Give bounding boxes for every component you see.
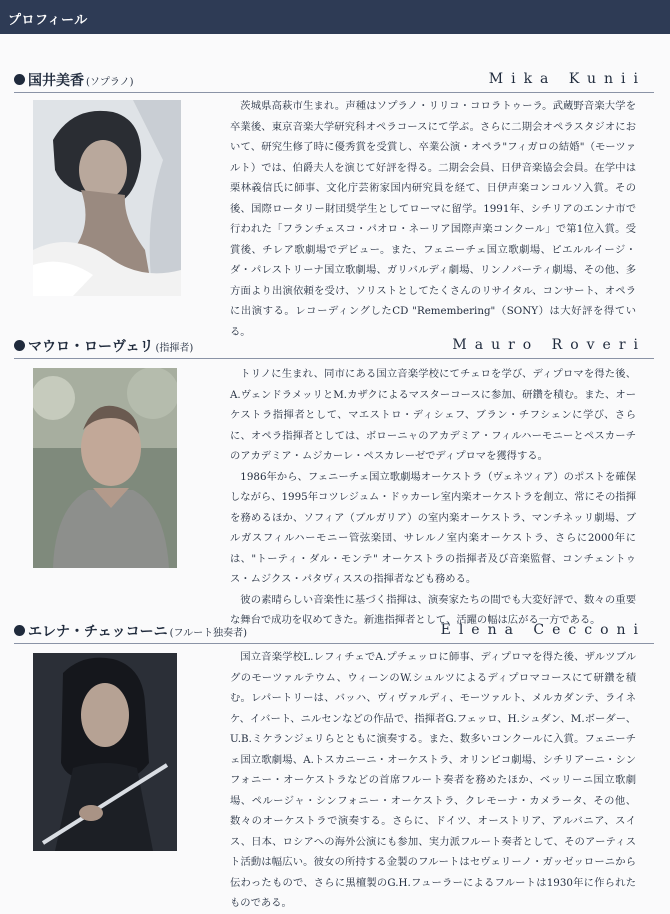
name-japanese: 国井美香 (ソプラノ) [28,73,134,89]
name-japanese: エレナ・チェッコーニ (フルート独奏者) [28,624,247,640]
biography [230,647,636,914]
bio-paragraph: 彼の素晴らしい音楽性に基づく指揮は、演奏家たちの間でも大変好評で、数々の重要な舞台で成功を収めてきた。新進指揮者として、活躍の幅は広がる一方である。 [230,593,636,626]
bio-paragraph: トリノに生まれ、同市にある国立音楽学校にてチェロを学び、ディプロマを得た後、A.ヴェンドラメッリとM.カザクによるマスターコースに参加、研鑽を積む。また、オーケストラ指揮者として、マエストロ・ディシェフ、ブラン・チフシェンに学び、さらに、オペラ指揮者としては、ボローニャのアカデミア・フィルハーモニーとペスカーチのアカデミア・ムジカーレ・ペスカレーゼでディプロマを獲得する。 [230,368,636,462]
profile-elena-cecconi [0,621,670,909]
divider [14,643,654,644]
bullet-icon [14,340,25,351]
name-japanese: マウロ・ローヴェリ (指揮者) [28,339,194,355]
profile-name-row [14,621,654,643]
bio-paragraph: 茨城県高萩市生まれ。声種はソプラノ・リリコ・コロラトゥーラ。武蔵野音楽大学を卒業後、東京音楽大学研究科オペラコースにて学ぶ。さらに二期会オペラスタジオにおいて、研究生修了時に優秀賞を受賞し、卒業公演・オペラ"フィガロの結婚"（モーツァルト）では、伯爵夫人を演じて好評を得る。二期会会員、日伊音楽協会会員。在学中は栗林義信氏に師事、文化庁芸術家国内研究員を経て、日伊声楽コンコルソ入賞。その後、国際ロータリー財団奨学生としてローマに留学。1991年、シチリアのエンナ市で行われた「フランチェスコ・パオロ・ネーリア国際声楽コンクール」で第1位入賞。受賞後、チレア歌劇場でデビュー。また、フェニーチェ国立歌劇場、ピエルルイージ・ダ・パレストリーナ国立歌劇場、ガリバルディ劇場、リンノバーティ劇場、その他、多方面より出演依頼を受け、ソリストとしてたくさんのリサイタル、コンサート、オペラに出演する。レコーディングしたCD "Remembering"（SONY）は大好評を得ている。 [230,100,636,338]
profile-mika-kunii [0,70,670,338]
divider [14,92,654,93]
bio-paragraph: 1986年から、フェニーチェ国立歌劇場オーケストラ（ヴェネツィア）のポストを確保しながら、1995年コツレジュム・ドゥカーレ室内楽オーケストラを創立、常にその指揮を務めるほか、ソフィア（ブルガリア）の室内楽オーケストラ、マンチネッリ劇場、ブルガスフィルハーモニー管弦楽団、サレルノ室内楽オーケストラ、さらに2000年には、"トーティ・ダル・モンテ" オーケストラの指揮者及び音楽監督、コンチェントゥス・ムジクス・パタヴィススの指揮者なども務める。 [230,470,636,585]
profile-name-row [14,70,654,92]
biography [230,96,636,342]
portrait-photo [33,368,177,568]
role-label: (フルート独奏者) [169,628,247,639]
portrait-photo [33,653,177,851]
role-label: (指揮者) [155,343,194,354]
name-english: Mauro Roveri [452,337,646,353]
role-label: (ソプラノ) [86,77,134,88]
name-english: Mika Kunii [488,71,646,87]
bullet-icon [14,625,25,636]
name-english: Elena Cecconi [440,622,646,638]
profile-name-row [14,336,654,358]
biography [230,364,636,631]
bullet-icon [14,74,25,85]
header-bar [0,0,670,34]
portrait-photo [33,100,181,296]
profile-mauro-roveri [0,336,670,626]
page-title: プロフィール [8,13,88,28]
bio-paragraph: 国立音楽学校L.レフィチェでA.プチェッロに師事、ディプロマを得た後、ザルツブルグのモーツァルテウム、ウィーンのW.シュルツによるディプロマコースにて研鑽を積む。レパートリーは、バッハ、ヴィヴァルディ、モーツァルト、メルカダンテ、ライネケ、イバート、ニルセンなどの作品で、指揮者G.フェッロ、H.シュダン、M.ボーダー、U.B.ミケランジェリらとともに演奏する。また、数多いコンクールに入賞。フェニーチェ国立歌劇場、A.トスカニーニ・オーケストラ、オリンピコ劇場、シチリアーニ・シンフォニー・オーケストラなどの首席フルート奏者を務めたほか、ベッリーニ国立歌劇場、ペルージャ・シンフォニー・オーケストラ、クレモーナ・カメラータ、その他、数々のオーケストラで演奏する。さらに、ドイツ、オーストリア、アルバニア、スイス、日本、ロシアへの海外公演にも参加、実力派フルート奏者として、そのアーティスト活動は幅広い。彼女の所持する金製のフルートはセヴェリーノ・ガッゼッローニから伝わったもので、さらに黒檀製のG.H.フューラーによるフルートは1930年に作られたものである。 [230,651,636,909]
divider [14,358,654,359]
